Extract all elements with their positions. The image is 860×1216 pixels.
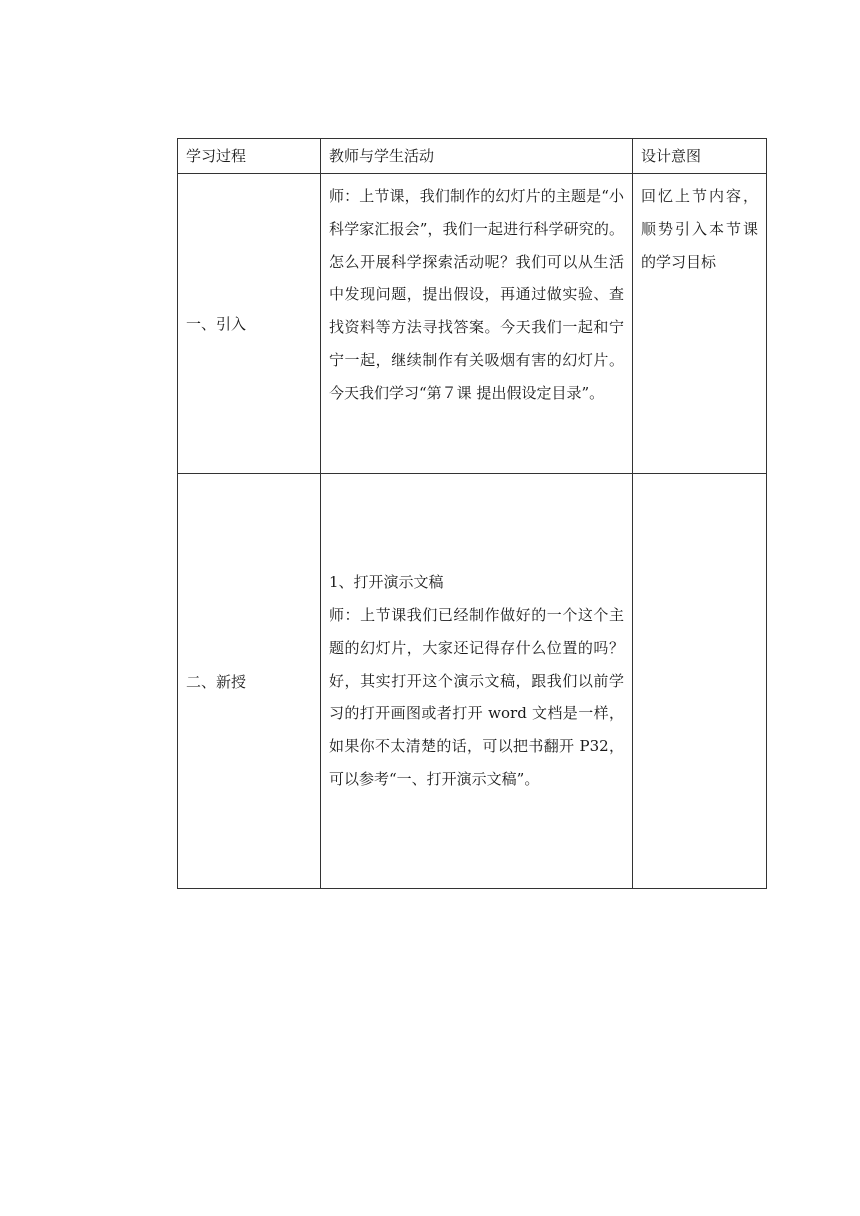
intent-cell: 回忆上节内容，顺势引入本节课的学习目标 — [633, 174, 767, 474]
lesson-plan-table — [177, 138, 767, 889]
table-row — [178, 174, 767, 474]
table-row — [178, 474, 767, 889]
header-activities: 教师与学生活动 — [321, 139, 633, 174]
activity-cell: 师：上节课，我们制作的幻灯片的主题是“小科学家汇报会”，我们一起进行科学研究的。怎么开展科学探索活动呢？我们可以从生活中发现问题，提出假设，再通过做实验、查找资料等方法寻找答案。今天我们一起和宁宁一起，继续制作有关吸烟有害的幻灯片。今天我们学习“第７课 提出假设定目录”。 — [321, 174, 633, 474]
header-intent: 设计意图 — [633, 139, 767, 174]
stage-cell: 二、新授 — [178, 474, 321, 889]
activity-text: 师：上节课我们已经制作做好的一个这个主题的幻灯片，大家还记得存什么位置的吗？好，其实打开这个演示文稿，跟我们以前学习的打开画图或者打开 word 文档是一样，如果你不太清楚的话，可以把书翻开 P32，可以参考“一、打开演示文稿”。 — [329, 606, 624, 788]
activity-subheading: 1、打开演示文稿 — [329, 573, 444, 592]
stage-cell: 一、引入 — [178, 174, 321, 474]
header-process: 学习过程 — [178, 139, 321, 174]
intent-cell — [633, 474, 767, 889]
table-header-row — [178, 139, 767, 174]
activity-cell — [321, 474, 633, 889]
